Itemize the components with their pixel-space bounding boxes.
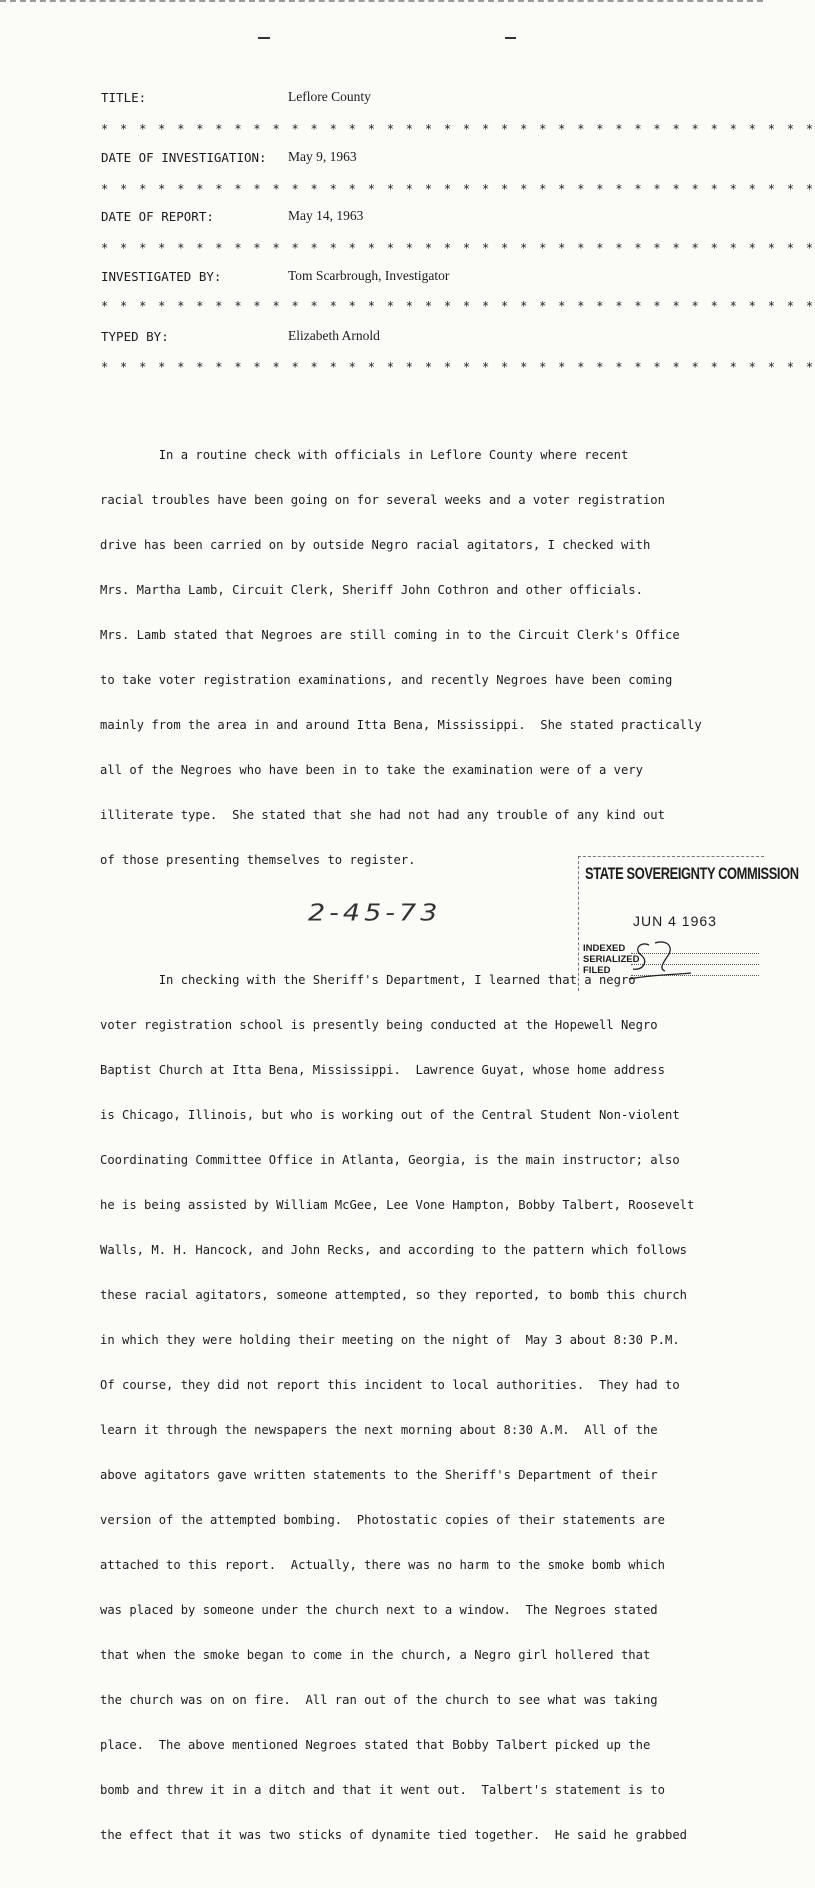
date-report-label: DATE OF REPORT:: [101, 209, 214, 224]
text-line: version of the attempted bombing. Photostatic copies of their statements are: [100, 1513, 665, 1527]
typed-by-field: [101, 328, 380, 344]
text-line: above agitators gave written statements to the Sheriff's Department of their: [100, 1468, 658, 1482]
top-mark-left: [258, 37, 270, 39]
text-line: Of course, they did not report this incident to local authorities. They had to: [100, 1378, 680, 1392]
text-line: in which they were holding their meeting on the night of May 3 about 8:30 P.M.: [100, 1333, 680, 1347]
text-line: is Chicago, Illinois, but who is working out of the Central Student Non-violent: [100, 1108, 680, 1122]
text-line: voter registration school is presently being conducted at the Hopewell Negro: [100, 1018, 658, 1032]
separator-1: * * * * * * * * * * * * * * * * * * * * * * * * * * * * * * * * * * * * * *: [101, 122, 815, 136]
date-investigation-value: May 9, 1963: [288, 149, 357, 164]
text-line: In checking with the Sheriff's Department, I learned that a negro: [100, 973, 636, 987]
text-line: illiterate type. She stated that she had not had any trouble of any kind out: [100, 808, 665, 822]
text-line: the effect that it was two sticks of dynamite tied together. He said he grabbed: [100, 1828, 687, 1842]
text-line: racial troubles have been going on for several weeks and a voter registration: [100, 493, 665, 507]
paragraph-2: [100, 943, 700, 1873]
text-line: In a routine check with officials in Leflore County where recent: [100, 448, 629, 462]
stamp-title: STATE SOVEREIGNTY COMMISSION: [585, 865, 799, 883]
text-line: the church was on on fire. All ran out of the church to see what was taking: [100, 1693, 658, 1707]
stamp-date: JUN 4 1963: [633, 913, 717, 929]
text-line: of those presenting themselves to register.: [100, 853, 416, 867]
text-line: these racial agitators, someone attempted, so they reported, to bomb this church: [100, 1288, 687, 1302]
text-line: Mrs. Lamb stated that Negroes are still coming in to the Circuit Clerk's Office: [100, 628, 680, 642]
sovereignty-commission-stamp: [578, 856, 799, 991]
separator-3: * * * * * * * * * * * * * * * * * * * * * * * * * * * * * * * * * * * * * *: [101, 241, 815, 255]
title-field: [101, 89, 371, 105]
typed-by-label: TYPED BY:: [101, 329, 169, 344]
text-line: mainly from the area in and around Itta Bena, Mississippi. She stated practically: [100, 718, 702, 732]
text-line: he is being assisted by William McGee, Lee Vone Hampton, Bobby Talbert, Roosevelt: [100, 1198, 695, 1212]
investigated-by-value: Tom Scarbrough, Investigator: [288, 268, 450, 283]
text-line: Mrs. Martha Lamb, Circuit Clerk, Sheriff John Cothron and other officials.: [100, 583, 643, 597]
text-line: all of the Negroes who have been in to take the examination were of a very: [100, 763, 643, 777]
title-label: TITLE:: [101, 90, 147, 105]
date-investigation-label: DATE OF INVESTIGATION:: [101, 150, 267, 165]
text-line: Baptist Church at Itta Bena, Mississippi. Lawrence Guyat, whose home address: [100, 1063, 665, 1077]
handwritten-file-number: 2-45-73: [308, 900, 442, 927]
text-line: was placed by someone under the church next to a window. The Negroes stated: [100, 1603, 658, 1617]
report-body: [100, 388, 700, 1888]
text-line: to take voter registration examinations, and recently Negroes have been coming: [100, 673, 673, 687]
text-line: attached to this report. Actually, there was no harm to the smoke bomb which: [100, 1558, 665, 1572]
text-line: learn it through the newspapers the next morning about 8:30 A.M. All of the: [100, 1423, 658, 1437]
handwritten-initials: [619, 935, 699, 985]
date-report-value: May 14, 1963: [288, 208, 364, 223]
investigated-by-label: INVESTIGATED BY:: [101, 269, 222, 284]
date-of-investigation-field: [101, 149, 357, 165]
stamp-row-filed: FILED: [583, 965, 611, 976]
investigated-by-field: [101, 268, 450, 284]
top-mark-right: [505, 37, 516, 39]
stamp-row-serialized: SERIALIZED: [583, 954, 640, 965]
text-line: place. The above mentioned Negroes stated that Bobby Talbert picked up the: [100, 1738, 651, 1752]
text-line: that when the smoke began to come in the church, a Negro girl hollered that: [100, 1648, 651, 1662]
text-line: drive has been carried on by outside Negro racial agitators, I checked with: [100, 538, 651, 552]
separator-5: * * * * * * * * * * * * * * * * * * * * * * * * * * * * * * * * * * * * * *: [101, 360, 815, 374]
text-line: Coordinating Committee Office in Atlanta, Georgia, is the main instructor; also: [100, 1153, 680, 1167]
separator-4: * * * * * * * * * * * * * * * * * * * * * * * * * * * * * * * * * * * * * *: [101, 299, 815, 313]
title-value: Leflore County: [288, 89, 371, 104]
paragraph-1: [100, 418, 700, 898]
text-line: Walls, M. H. Hancock, and John Recks, and according to the pattern which follows: [100, 1243, 687, 1257]
separator-2: * * * * * * * * * * * * * * * * * * * * * * * * * * * * * * * * * * * * * *: [101, 182, 815, 196]
date-of-report-field: [101, 208, 364, 224]
typed-by-value: Elizabeth Arnold: [288, 328, 380, 343]
text-line: bomb and threw it in a ditch and that it went out. Talbert's statement is to: [100, 1783, 665, 1797]
stamp-row-indexed: INDEXED: [583, 943, 626, 954]
page-top-edge: [0, 0, 763, 6]
